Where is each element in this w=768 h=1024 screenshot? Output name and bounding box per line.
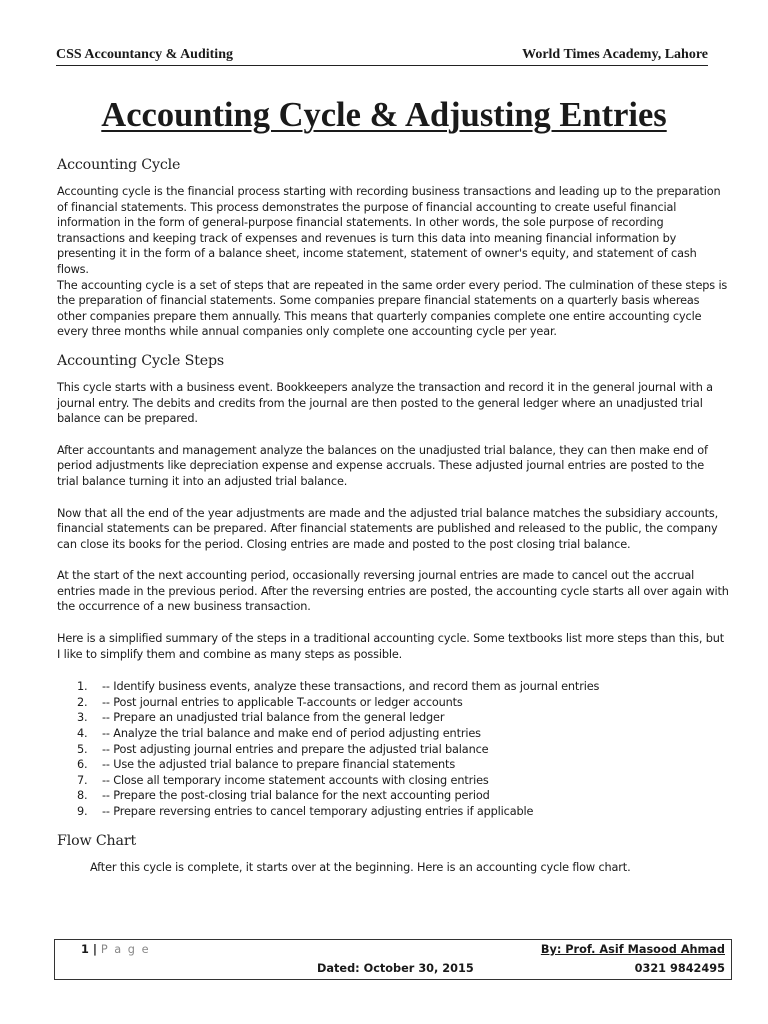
running-header: [56, 47, 708, 66]
paragraph: This cycle starts with a business event. Bookkeepers analyze the transaction and record it in the general journal with a journal entry. The debits and credits from the journal are then posted to the general ledger where an unadjusted trial balance can be prepared.: [57, 380, 713, 426]
steps-list: [57, 679, 729, 819]
list-number: 2.: [77, 695, 88, 709]
page-label: P a g e: [100, 943, 151, 956]
list-item: [57, 788, 729, 804]
heading-flow-chart: Flow Chart: [57, 832, 137, 849]
paragraph: Here is a simplified summary of the steps in a traditional accounting cycle. Some textbooks list more steps than this, but I like to simplify them and combine as many steps as possible.: [57, 632, 725, 661]
list-number: 4.: [77, 727, 88, 741]
page-number: [81, 943, 150, 956]
list-text: -- Prepare reversing entries to cancel temporary adjusting entries if applicable: [102, 805, 534, 818]
list-number: 1.: [77, 680, 88, 694]
paragraph: The accounting cycle is a set of steps that are repeated in the same order every period. The culmination of these steps is the preparation of financial statements. Some companies prepare financial statements on a quarterly basis whereas other companies prepare them annually. This means that quarterly companies complete one entire accounting cycle every three months while annual companies only complete one accounting cycle per year.: [57, 278, 728, 339]
footer-date: Dated: October 30, 2015: [317, 962, 474, 975]
list-item: [57, 742, 729, 758]
heading-accounting-cycle: Accounting Cycle: [57, 157, 181, 173]
list-text: -- Identify business events, analyze these transactions, and record them as journal entries: [102, 680, 600, 694]
paragraph: Now that all the end of the year adjustments are made and the adjusted trial balance matches the subsidiary accounts, financial statements can be prepared. After financial statements are published and released to the public, the company can close its books for the period. Closing entries are made and posted to the post closing trial balance.: [57, 506, 719, 551]
footer-phone: 0321 9842495: [634, 962, 725, 975]
list-text: -- Prepare an unadjusted trial balance from the general ledger: [102, 711, 445, 725]
paragraph: After accountants and management analyze the balances on the unadjusted trial balance, they can then make end of period adjustments like depreciation expense and expense accruals. These adjusted journal entries are posted to the trial balance turning it into an adjusted trial balance.: [57, 443, 708, 488]
list-text: -- Close all temporary income statement accounts with closing entries: [102, 773, 489, 787]
header-course-title: CSS Accountancy & Auditing: [56, 47, 233, 62]
page-number-value: 1: [81, 943, 89, 956]
header-academy-name: World Times Academy, Lahore: [522, 47, 708, 62]
list-item: [57, 695, 729, 711]
list-number: 3.: [77, 711, 88, 725]
paragraph: Accounting cycle is the financial process starting with recording business transactions and leading up to the preparation of financial statements. This process demonstrates the purpose of financial accounting to create useful financial information in the form of general-purpose financial statements. In other words, the sole purpose of recording transactions and keeping track of expenses and revenues is turn this data into meaning financial information by presenting it in the form of a balance sheet, income statement, statement of owner's equity, and statement of cash flows.: [57, 185, 721, 276]
list-text: -- Post journal entries to applicable T-accounts or ledger accounts: [102, 695, 463, 709]
list-number: 9.: [77, 805, 88, 818]
paragraph: After this cycle is complete, it starts over at the beginning. Here is an accounting cycle flow chart.: [90, 860, 631, 874]
list-text: -- Prepare the post-closing trial balance for the next accounting period: [102, 789, 490, 803]
list-number: 8.: [77, 789, 88, 803]
list-item: [57, 726, 729, 742]
list-number: 7.: [77, 773, 88, 787]
list-text: -- Analyze the trial balance and make end of period adjusting entries: [102, 727, 481, 741]
document-body: [57, 156, 729, 875]
list-text: -- Post adjusting journal entries and prepare the adjusted trial balance: [102, 742, 489, 756]
page-footer: [54, 939, 732, 980]
page-separator: |: [92, 943, 97, 956]
list-number: 6.: [77, 758, 88, 772]
list-item: [57, 773, 729, 789]
document-title: Accounting Cycle & Adjusting Entries: [101, 96, 667, 134]
list-item: [57, 804, 729, 820]
heading-cycle-steps: Accounting Cycle Steps: [57, 352, 225, 369]
list-number: 5.: [77, 742, 88, 756]
paragraph: At the start of the next accounting period, occasionally reversing journal entries are made to cancel out the accrual entries made in the previous period. After the reversing entries are posted, the accounting cycle starts all over again with the occurrence of a new business transaction.: [57, 569, 729, 614]
list-item: [57, 757, 729, 773]
list-item: [57, 710, 729, 726]
list-item: [57, 679, 729, 695]
list-text: -- Use the adjusted trial balance to prepare financial statements: [102, 758, 456, 772]
footer-author: By: Prof. Asif Masood Ahmad: [540, 943, 725, 956]
